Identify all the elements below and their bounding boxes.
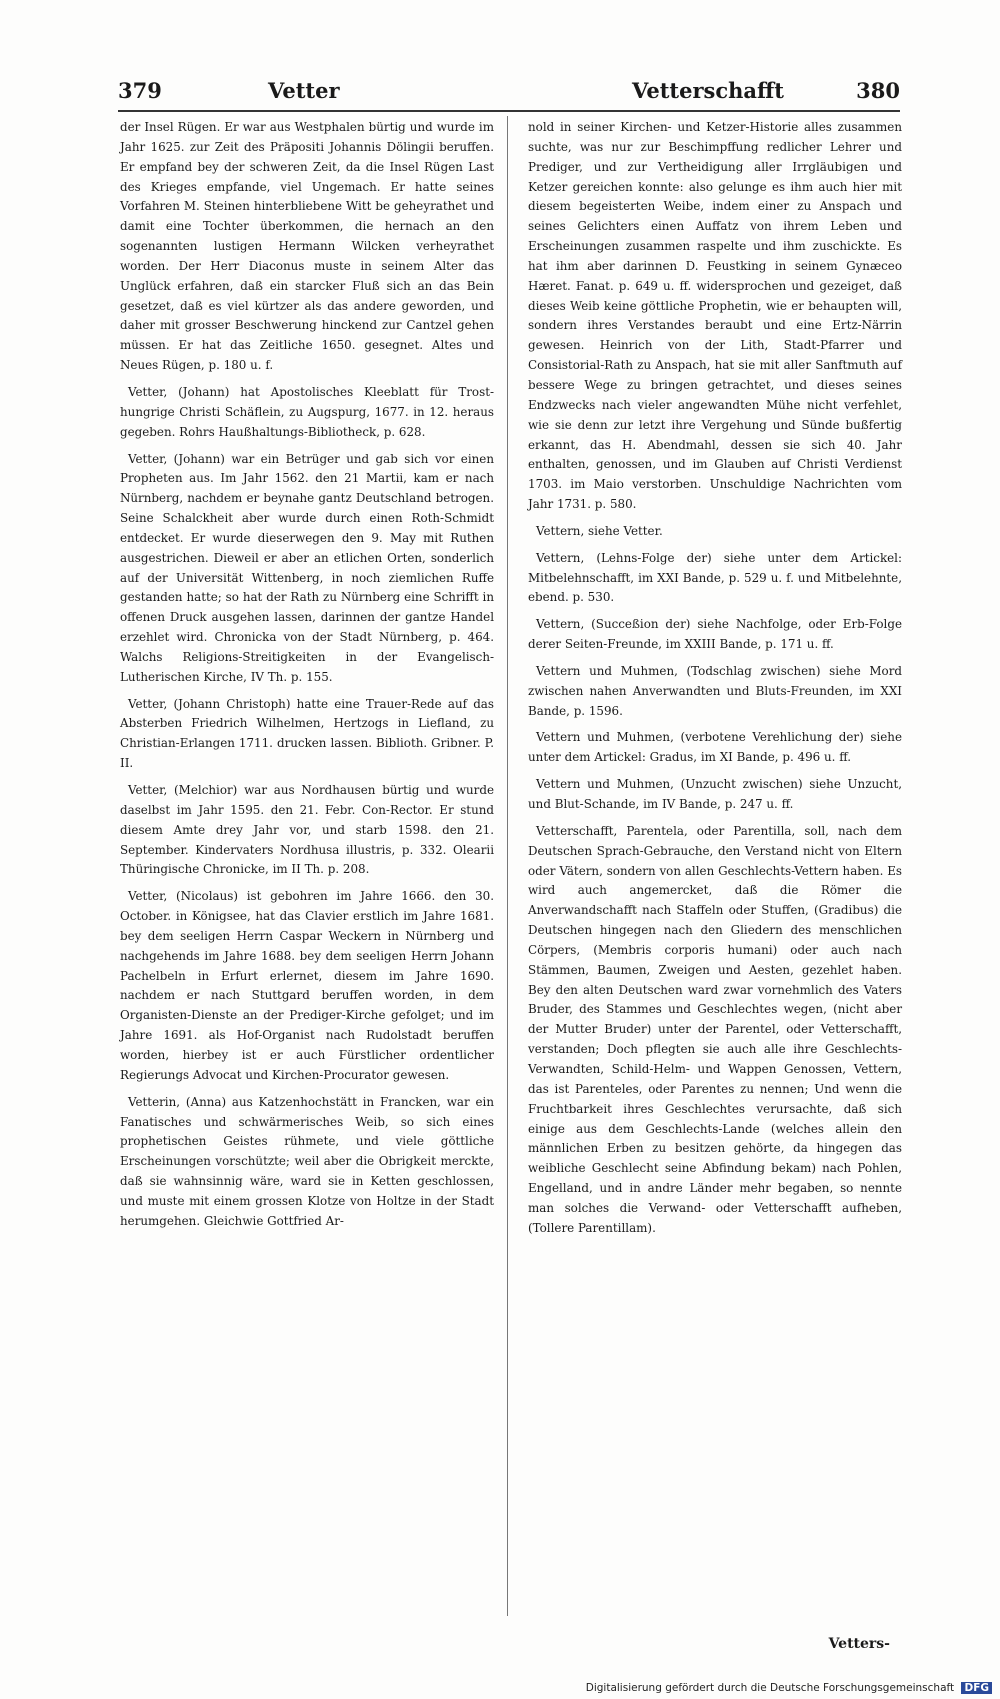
credit-text: Digitalisierung gefördert durch die Deutsche Forschungsgemeinschaft [585, 1682, 955, 1694]
right-column [528, 118, 902, 1246]
page-header [118, 78, 900, 108]
entry-continuation: der Insel Rügen. Er war aus Westphalen bürtig und wurde im Jahr 1625. zur Zeit des Präpositi Johannis Dölingii beruffen. Er empfand bey der schweren Zeit, da die Insel Rügen Last des Krieges empfande, viel Ungemach. Er hatte seines Vorfahren M. Steinen hinterbliebene Witt be geheyrathet und damit eine Tochter überkommen, die hernach an den sogenannten lustigen Hermann Wilcken verheyrathet worden. Der Herr Diaconus muste in seinem Alter das Unglück erfahren, daß ein starcker Fluß sich an das Bein gesetzet, daß es viel kürtzer als das andere geworden, und daher mit grosser Beschwerung hinckend zur Cantzel gehen müssen. Er hat das Zeitliche 1650. gesegnet. Altes und Neues Rügen, p. 180 u. f. [120, 120, 494, 373]
entry-vettern: Vettern, siehe Vetter. [536, 523, 663, 538]
header-rule [118, 110, 900, 112]
column-divider [507, 116, 508, 1616]
entry-vetter-melchior: Vetter, (Melchior) war aus Nordhausen bürtig und wurde daselbst im Jahr 1595. den 21. Febr. Con-Rector. Er stund diesem Amte drey Jahr vor, und starb 1598. den 21. September. Kindervaters Nordhusa illustris, p. 332. Olearii Thüringische Chronicke, im II Th. p. 208. [120, 783, 494, 877]
running-headword-right: Vetterschafft [632, 78, 784, 103]
running-headword-left: Vetter [268, 78, 340, 103]
entry-vettern-muhmen-unzucht: Vettern und Muhmen, (Unzucht zwischen) siehe Unzucht, und Blut-Schande, im IV Bande, p. 247 u. ff. [528, 777, 902, 811]
entry-vetter-johann-1: Vetter, (Johann) hat Apostolisches Kleeblatt für Trost-hungrige Christi Schäflein, zu Augspurg, 1677. in 12. heraus gegeben. Rohrs Haußhaltungs-Bibliotheck, p. 628. [120, 384, 494, 439]
page-number-right: 380 [856, 78, 900, 103]
dfg-logo: DFG [961, 1682, 992, 1694]
entry-vettern-muhmen-verehlichung: Vettern und Muhmen, (verbotene Verehlichung der) siehe unter dem Artickel: Gradus, im XI Bande, p. 496 u. ff. [528, 730, 902, 765]
entry-vetter-nicolaus: Vetter, (Nicolaus) ist gebohren im Jahre 1666. den 30. October. in Königsee, hat das Clavier erstlich im Jahre 1681. bey dem seeligen Herrn Caspar Weckern in Nürnberg und nachgehends im Jahre 1688. bey dem seeligen Herrn Johann Pachelbeln in Erfurt erlernet, diesem im Jahre 1690. nachdem er nach Stuttgard beruffen worden, in dem Organisten-Dienste an der Prediger-Kirche gefolget; und im Jahre 1691. als Hof-Organist nach Rudolstadt beruffen worden, hierbey ist er auch Fürstlicher ordentlicher Regierungs Advocat und Kirchen-Procurator gewesen. [120, 889, 494, 1082]
catchword: Vetters- [828, 1636, 890, 1652]
digitization-credit [586, 1682, 992, 1694]
entry-vetterschafft: Vetterschafft, Parentela, oder Parentilla, soll, nach dem Deutschen Sprach-Gebrauche, den Verstand nicht von Eltern oder Vätern, sondern von allen Geschlechts-Vettern haben. Es wird auch angemercket, daß die Römer die Anverwandschafft nach Staffeln oder Stuffen, (Gradibus) die Deutschen hingegen nach den Gliedern des menschlichen Cörpers, (Membris corporis humani) oder auch nach Stämmen, Baumen, Zweigen und Aesten, gezehlet haben. Bey den alten Deutschen ward zwar vornehmlich des Vaters Bruder, des Stammes und Geschlechtes wegen, (nicht aber der Mutter Bruder) unter der Parentel, oder Vetterschafft, verstanden; Doch pflegten sie auch alle ihre Geschlechts-Verwandten, Schild-Helm- und Wappen Genossen, Vettern, das ist Parenteles, oder Parentes zu nennen; Und wenn die Fruchtbarkeit ihres Geschlechtes verursachte, daß sich einige aus dem Geschlechts-Lande (welches allein den männlichen Erben zu besitzen gehörte, da hingegen das weibliche Geschlecht seine Abfindung bekam) nach Pohlen, Engelland, und in andre Länder mehr begaben, so nennte man solches die Verwand- oder Vetterschafft aufheben, (Tollere Parentillam). [528, 823, 902, 1235]
entry-vetterin-continuation: nold in seiner Kirchen- und Ketzer-Historie alles zusammen suchte, was nur zur Beschimpffung redlicher Lehrer und Prediger, und zur Vertheidigung aller Irrgläubigen und Ketzer gereichen konnte: also gelunge es ihm auch hier mit diesem begeisterten Weibe, indem einer zu Anspach und seines Gelichters einen Auffatz von ihrem Leben und Erscheinungen zusammen raspelte und ihm zuschickte. Es hat ihm aber darinnen D. Feustking in seinem Gynæceo Hæret. Fanat. p. 649 u. ff. widersprochen und gezeiget, daß dieses Weib keine göttliche Prophetin, wie er behaupten will, sondern ihres Verstandes beraubt und eine Ertz-Närrin gewesen. Heinrich von der Lith, Stadt-Pfarrer und Consistorial-Rath zu Anspach, hat sie mit aller Sanftmuth auf bessere Wege zu bringen getrachtet, und dieses seines Endzwecks nach vieler angewandten Mühe nicht verfehlet, wie sie denn zur letzt ihre Vergehung und Sünde bußfertig erkannt, das H. Abendmahl, dessen sie sich 40. Jahr enthalten, genossen, und im Glauben auf Christi Verdienst 1703. im Maio verstorben. Unschuldige Nachrichten vom Jahr 1731. p. 580. [528, 120, 902, 512]
entry-vetter-johann-2: Vetter, (Johann) war ein Betrüger und gab sich vor einen Propheten aus. Im Jahr 1562. den 21 Martii, kam er nach Nürnberg, nachdem er beynahe gantz Deutschland betrogen. Seine Schalckheit aber wurde durch einen Roth-Schmidt entdecket. Er wurde dieserwegen den 9. May mit Ruthen ausgestrichen. Dieweil er aber an etlichen Orten, sonderlich auf der Universität Wittenberg, in noch ziemlichen Ruffe gestanden hatte; so hat der Rath zu Nürnberg eine Schrifft in offenen Druck ausgehen lassen, darinnen der gantze Handel erzehlet wird. Chronicka von der Stadt Nürnberg, p. 464. Walchs Religions-Streitigkeiten in der Evangelisch-Lutherischen Kirche, IV Th. p. 155. [120, 451, 494, 684]
left-column [120, 118, 494, 1239]
entry-vettern-succession: Vettern, (Succeßion der) siehe Nachfolge, oder Erb-Folge derer Seiten-Freunde, im XXIII Bande, p. 171 u. ff. [528, 617, 902, 652]
entry-vetterin-anna: Vetterin, (Anna) aus Katzenhochstätt in Francken, war ein Fanatisches und schwärmerisches Weib, so sich eines prophetischen Geistes rühmete, und viele göttliche Erscheinungen vorschützte; weil aber die Obrigkeit merckte, daß sie wahnsinnig wäre, ward sie in Ketten geschlossen, und muste mit einem grossen Klotze von Holtze in der Stadt herumgehen. Gleichwie Gottfried Ar- [120, 1094, 494, 1228]
entry-vettern-lehns-folge: Vettern, (Lehns-Folge der) siehe unter dem Artickel: Mitbelehnschafft, im XXI Bande, p. 529 u. f. und Mitbelehnte, ebend. p. 530. [528, 550, 902, 605]
entry-vetter-johann-christoph: Vetter, (Johann Christoph) hatte eine Trauer-Rede auf das Absterben Friedrich Wilhelmen, Hertzogs in Liefland, zu Christian-Erlangen 1711. drucken lassen. Biblioth. Gribner. P. II. [120, 696, 494, 771]
entry-vettern-muhmen-todschlag: Vettern und Muhmen, (Todschlag zwischen) siehe Mord zwischen nahen Anverwandten und Bluts-Freunden, im XXI Bande, p. 1596. [528, 663, 902, 718]
page-number-left: 379 [118, 78, 162, 103]
